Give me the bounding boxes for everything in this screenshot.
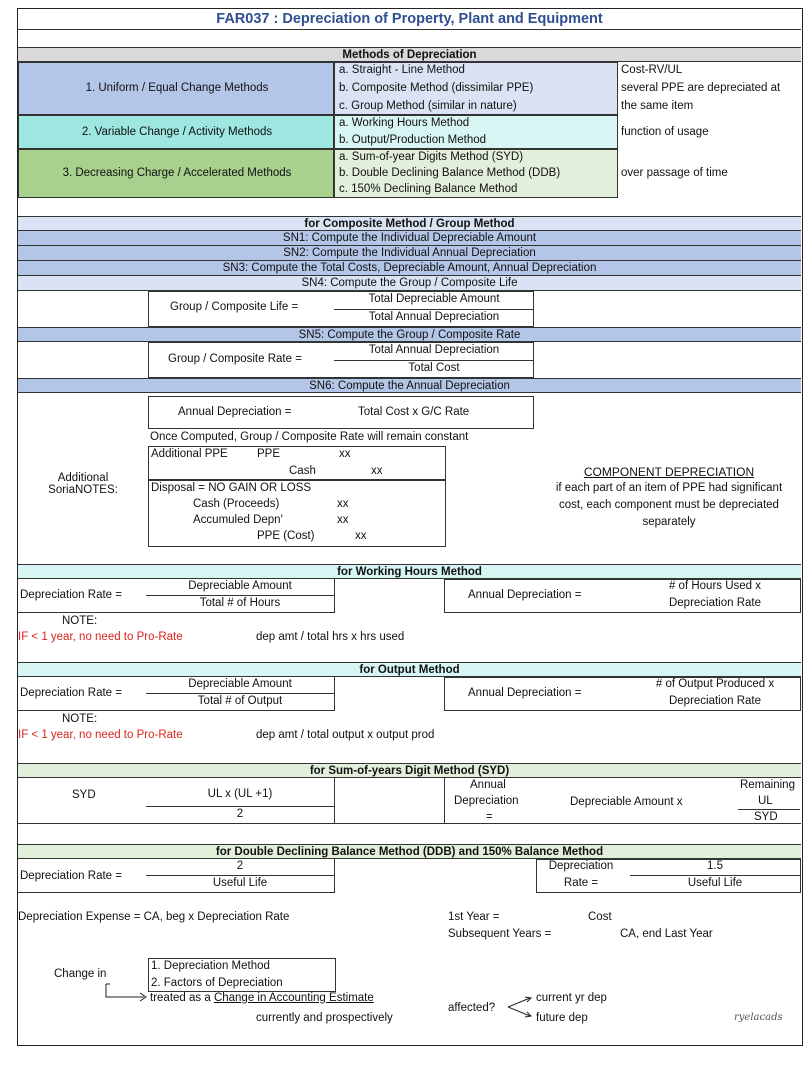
cell-border	[18, 612, 334, 613]
method-note: over passage of time	[621, 167, 728, 179]
method-group-uniform: 1. Uniform / Equal Change Methods	[18, 62, 334, 115]
method-note: function of usage	[621, 126, 709, 138]
working-hours-header: for Working Hours Method	[18, 564, 801, 579]
fraction-line	[630, 875, 800, 876]
syd-label: SYD	[72, 789, 96, 801]
fraction-line	[146, 875, 334, 876]
cell-border	[18, 823, 801, 824]
constant-note: Once Computed, Group / Composite Rate will remain constant	[150, 431, 469, 443]
composite-header: for Composite Method / Group Method	[18, 216, 801, 231]
syd-header: for Sum-of-years Digit Method (SYD)	[18, 763, 801, 778]
methods-header: Methods of Depreciation	[18, 47, 801, 62]
journal-entry-additional: Additional PPE PPE xx Cash xx	[148, 446, 446, 480]
cell-border	[334, 579, 335, 613]
page-title: FAR037 : Depreciation of Property, Plant and Equipment	[216, 11, 603, 27]
signature: ryelacads	[734, 1012, 783, 1023]
cell-border	[334, 778, 335, 824]
additional-notes-label: Additional SoriaNOTES:	[48, 472, 118, 496]
cell-border	[18, 710, 334, 711]
method-group-variable: 2. Variable Change / Activity Methods	[18, 115, 334, 149]
change-in-label: Change in	[54, 968, 107, 980]
composite-step: SN2: Compute the Individual Annual Depreciation	[18, 246, 801, 261]
cell-border	[334, 859, 335, 893]
composite-life-label: Group / Composite Life =	[170, 301, 299, 313]
ddb-header: for Double Declining Balance Method (DDB) and 150% Balance Method	[18, 844, 801, 859]
composite-step: SN3: Compute the Total Costs, Depreciable Amount, Annual Depreciation	[18, 261, 801, 276]
title-divider	[18, 29, 801, 30]
method-note: the same item	[621, 100, 694, 112]
method-note: Cost-RV/UL	[621, 64, 683, 76]
composite-step: SN4: Compute the Group / Composite Life	[18, 276, 801, 291]
depreciation-expense: Depreciation Expense = CA, beg x Depreciation Rate	[18, 911, 290, 923]
branch-arrows-icon	[506, 994, 536, 1020]
composite-step: SN5: Compute the Group / Composite Rate	[18, 327, 801, 342]
fraction-line	[146, 595, 334, 596]
journal-entry-disposal: Disposal = NO GAIN OR LOSS Cash (Proceeds) xx Accumuled Depn' xx PPE (Cost) xx	[148, 480, 446, 547]
fraction-line	[334, 360, 534, 361]
cell-border	[444, 778, 445, 824]
method-group-decreasing-items: a. Sum-of-year Digits Method (SYD) b. Double Declining Balance Method (DDB) c. 150% Declining Balance Method	[334, 149, 618, 198]
method-group-variable-items: a. Working Hours Method b. Output/Production Method	[334, 115, 618, 149]
method-group-uniform-items: a. Straight - Line Method b. Composite Method (dissimilar PPE) c. Group Method (similar in nature)	[334, 62, 618, 115]
cell-border	[334, 677, 335, 711]
treated-as-text: treated as a Change in Accounting Estimate	[150, 992, 374, 1004]
worksheet: FAR037 : Depreciation of Property, Plant and Equipment Methods of Depreciation 1. Uniform / Equal Change Methods a. Straight - Line Method b. Composite Method (dissimilar PPE) c. Group Method (similar in nature) Cost-RV/UL several PPE are depreciated at the same item 2. Variable Change / Activity Methods a. Working Hours Method b. Output/Production Method function of usage 3. Decreasing Charge / Accelerated Methods a. Sum-of-year Digits Method (SYD) b. Double Declining Balance Method (DDB) c. 150% Declining Balance Method over passage of time for Composite Method / Group Method SN1: Compute the Individual Depreciable Amount SN2: Compute the Individual Annual Depreciation SN3: Compute the Total Costs, Depreciable Amount, Annual Depreciation SN4: Compute the Group / Composite Life Group / Composite Life = Total Depreciable Amount Total Annual Depreciation SN5: Compute the Group / Composite Rate Group / Composite Rate = Total Annual Depreciation Total Cost SN6: Compute the Annual Depreciation Annual Depreciation = Total Cost x G/C Rate Once Computed, Group / Composite Rate will remain constant Additional SoriaNOTES: Additional PPE PPE xx Cash xx Disposal = NO GAIN OR LOSS Cash (Proceeds) xx Accumuled Depn' xx PPE (Cost) xx COMPONENT DEPRECIATION if each part of an item of PPE had significant cost, each component must be depreciated separately for Working Hours Method Depreciation Rate = Depreciable Amount Total # of Hours Annual Depreciation = # of Hours Used x Depreciation Rate NOTE: IF < 1 year, no need to Pro-Rate dep amt / total hrs x hrs used for Output Method Depreciation Rate = Depreciable Amount Total # of Output Annual Depreciation = # of Output Produced x Depreciation Rate NOTE: IF < 1 year, no need to Pro-Rate dep amt / total output x output prod for Sum-of-years Digit Method (SYD) SYD UL x (UL +1) 2 Annual Depreciation = Depreciable Amount x Remaining UL SYD for Double Declining Balance Method (DDB) and 150% Balance Method Depreciation Rate = 2 Useful Life Depreciation Rate = 1.5 Useful Life Depreciation Expense = CA, beg x Depreciation Rate 1st Year = Cost Subsequent Years = CA, end Last Year Change in 1. Depreciation Method 2. Factors of Depreciation treated as a Change in Accounting Estimate currently and prospectively affected? current yr dep future dep ryelacads	[17, 8, 803, 1046]
fraction-line	[146, 693, 334, 694]
composite-rate-label: Group / Composite Rate =	[168, 353, 302, 365]
fraction-line	[738, 809, 800, 810]
arrow-right-icon	[100, 983, 150, 1005]
composite-step: SN1: Compute the Individual Depreciable Amount	[18, 231, 801, 246]
cell-border	[18, 892, 334, 893]
method-note: several PPE are depreciated at	[621, 82, 781, 94]
method-group-decreasing: 3. Decreasing Charge / Accelerated Methods	[18, 149, 334, 198]
output-header: for Output Method	[18, 662, 801, 677]
change-factors-box: 1. Depreciation Method 2. Factors of Depreciation	[148, 958, 336, 992]
fraction-line	[146, 806, 334, 807]
fraction-line	[334, 309, 534, 310]
component-depreciation-title: COMPONENT DEPRECIATION	[583, 465, 755, 479]
composite-step: SN6: Compute the Annual Depreciation	[18, 378, 801, 393]
